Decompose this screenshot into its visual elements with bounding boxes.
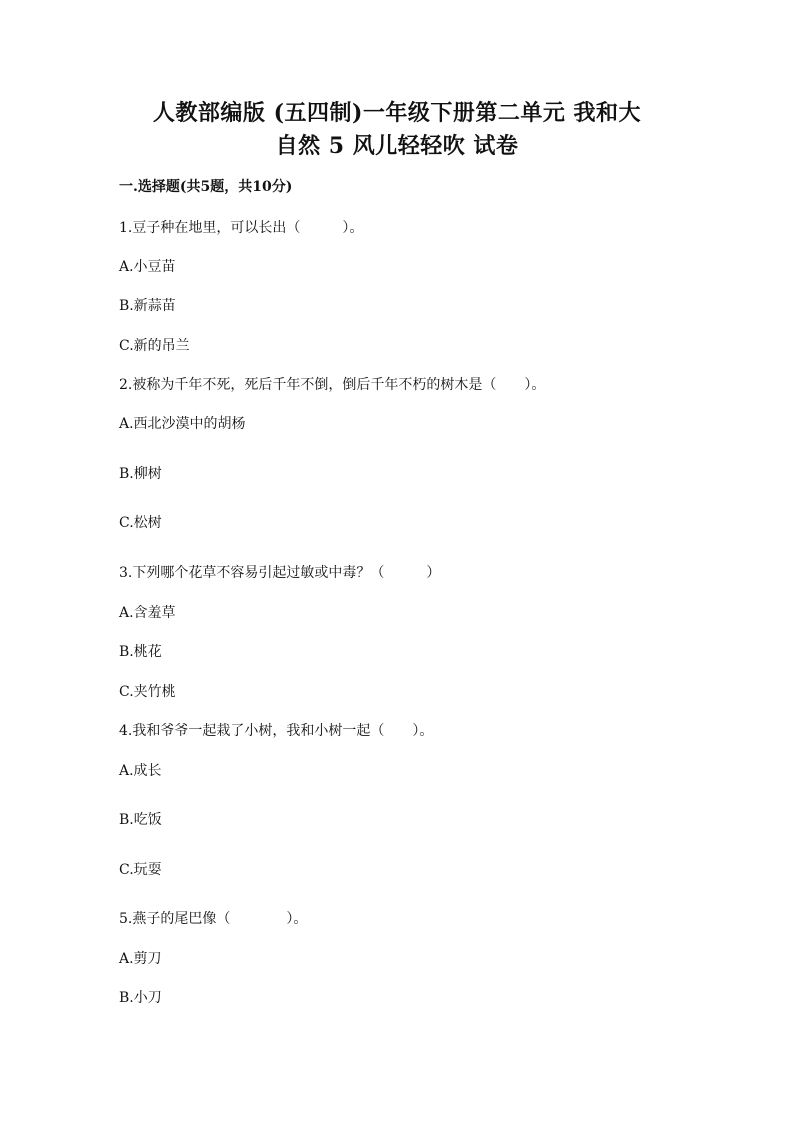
question-2-option-b: B.柳树 [119, 466, 162, 482]
page-title-line-1: 人教部编版 (五四制)一年级下册第二单元 我和大 [152, 100, 642, 126]
question-1-option-c: C.新的吊兰 [119, 338, 190, 354]
question-4-option-a: A.成长 [119, 763, 162, 779]
question-3-option-c: C.夹竹桃 [119, 684, 176, 700]
question-3-option-a: A.含羞草 [119, 605, 176, 621]
question-4-option-b: B.吃饭 [119, 812, 162, 828]
question-4-stem: 4.我和爷爷一起栽了小树，我和小树一起（ ）。 [119, 723, 434, 739]
question-2-option-a: A.西北沙漠中的胡杨 [119, 416, 246, 432]
question-3-option-b: B.桃花 [119, 644, 162, 660]
page-title-line-2: 自然 5 风儿轻轻吹 试卷 [275, 133, 519, 159]
question-5-option-a: A.剪刀 [119, 951, 162, 967]
question-2-option-c: C.松树 [119, 515, 162, 531]
question-1-stem: 1.豆子种在地里，可以长出（ ）。 [119, 220, 364, 236]
question-3-stem: 3.下列哪个花草不容易引起过敏或中毒？（ ） [119, 565, 441, 581]
question-5-stem: 5.燕子的尾巴像（ ）。 [119, 911, 308, 927]
question-2-stem: 2.被称为千年不死，死后千年不倒，倒后千年不朽的树木是（ ）。 [119, 377, 546, 393]
question-1-option-a: A.小豆苗 [119, 259, 176, 275]
question-4-option-c: C.玩耍 [119, 862, 162, 878]
question-5-option-b: B.小刀 [119, 990, 162, 1006]
question-1-option-b: B.新蒜苗 [119, 298, 176, 314]
section-heading: 一.选择题(共5题，共10分) [119, 179, 293, 195]
